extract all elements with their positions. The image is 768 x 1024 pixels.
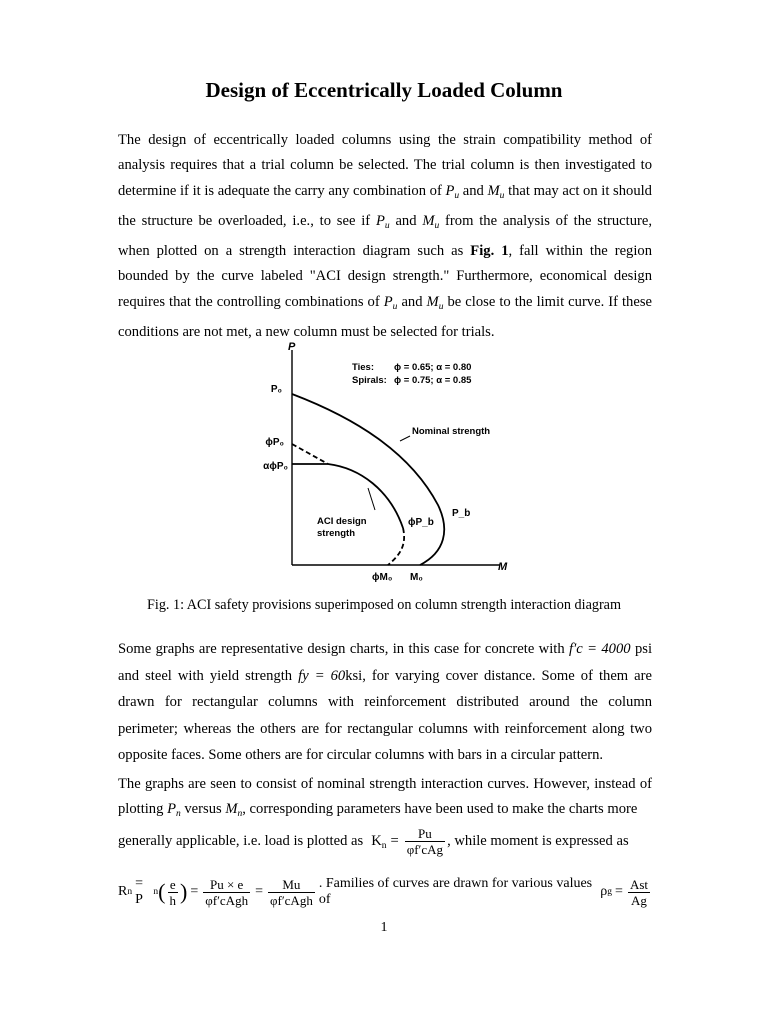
fraction-denominator: φf′cAg bbox=[406, 842, 444, 857]
subscript: u bbox=[384, 220, 390, 231]
symbol-pu: P bbox=[445, 182, 455, 199]
text-run: and bbox=[459, 182, 488, 199]
label-nominal-strength: Nominal strength bbox=[412, 426, 491, 437]
parameters-paragraph bbox=[118, 772, 652, 828]
p-axis-label: P bbox=[288, 341, 296, 353]
symbol-mu: M bbox=[422, 212, 435, 229]
equals-sign: = bbox=[190, 884, 199, 899]
fraction-denominator: h bbox=[169, 892, 176, 908]
symbol-mu: M bbox=[426, 293, 439, 310]
figure-caption: Fig. 1: ACI safety provisions superimposed on column strength interaction diagram bbox=[146, 597, 622, 613]
label-aci-line2: strength bbox=[317, 528, 355, 539]
subscript: u bbox=[434, 220, 440, 231]
ties-values: ϕ = 0.65; α = 0.80 bbox=[394, 362, 472, 373]
figure-reference: Fig. 1 bbox=[470, 243, 509, 260]
interaction-diagram bbox=[260, 340, 510, 585]
rn-formula-line bbox=[118, 876, 652, 908]
label-m0: M₀ bbox=[410, 572, 423, 583]
kn-symbol bbox=[371, 833, 386, 851]
fraction-denominator: φf′cAgh bbox=[269, 892, 313, 908]
spirals-values: ϕ = 0.75; α = 0.85 bbox=[394, 375, 472, 386]
aci-dashed-tail bbox=[388, 528, 404, 565]
subscript: n bbox=[175, 809, 181, 820]
text-run: The design of eccentrically loaded columns using the strain compatibility method of analysis requires that a trial column be selected. The trial column is then investigated to determine if it is adequate the carry any combination of bbox=[118, 132, 652, 199]
text-run: , corresponding parameters have been used to make the charts more bbox=[242, 801, 638, 818]
fraction-denominator: Ag bbox=[631, 892, 647, 908]
leader-aci bbox=[368, 488, 375, 510]
symbol-pu: P bbox=[375, 212, 385, 229]
subscript: n bbox=[381, 840, 387, 851]
text-run: The graphs are seen to consist of nominal strength interaction curves. However, instead of plotting bbox=[118, 776, 652, 818]
close-paren: ) bbox=[180, 879, 188, 904]
equals-sign: = bbox=[615, 884, 623, 899]
text-run: Some graphs are representative design charts, in this case for concrete with bbox=[118, 641, 570, 657]
equals-sign: = bbox=[390, 833, 399, 849]
symbol-mn: M bbox=[225, 801, 238, 818]
formula-fc: f′c = 4000 bbox=[569, 641, 631, 657]
design-charts-paragraph bbox=[118, 636, 652, 769]
subscript: u bbox=[454, 190, 460, 201]
label-phi-m0: ϕM₀ bbox=[372, 572, 393, 583]
fraction-numerator: Pu bbox=[405, 826, 445, 842]
mu-fraction bbox=[268, 877, 315, 908]
text-run: and bbox=[389, 212, 423, 229]
open-paren: ( bbox=[158, 879, 166, 904]
text-run: ksi, for varying cover distance. Some of them are drawn for rectangular columns with reinforcement distributed around the column perimeter; whereas the others are for rectangular columns with reinforcement along two opposite faces. Some others are for circular columns with bars in a circular pattern. bbox=[118, 667, 652, 763]
fraction-numerator: Mu bbox=[268, 877, 315, 893]
fraction-denominator: φf′cAgh bbox=[205, 892, 249, 908]
symbol-mu: M bbox=[487, 182, 500, 199]
label-alpha-phi-p0: αϕP₀ bbox=[263, 461, 288, 472]
subscript: u bbox=[392, 301, 398, 312]
ties-label: Ties: bbox=[352, 362, 375, 373]
rho-fraction bbox=[628, 877, 650, 908]
subscript: u bbox=[438, 301, 444, 312]
spirals-label: Spirals: bbox=[352, 375, 387, 386]
aci-dashed-cap bbox=[292, 444, 328, 464]
kn-letter: K bbox=[371, 832, 382, 849]
subscript: n bbox=[153, 887, 159, 897]
text-run: . Families of curves are drawn for various values of bbox=[318, 876, 593, 907]
leader-nominal bbox=[400, 436, 410, 441]
kn-formula-line bbox=[118, 826, 652, 857]
text-run: , fall within the region bounded by the curve labeled "ACI design strength." Furthermore, economical design requires that the controlling combinations of bbox=[118, 243, 652, 310]
pu-e-fraction bbox=[203, 877, 250, 908]
text-run: from the analysis of the structure, when plotted on a strength interaction diagram such as bbox=[118, 212, 652, 260]
subscript: g bbox=[607, 887, 613, 897]
fraction-numerator: e bbox=[168, 877, 179, 893]
formula-fy: fy = 60 bbox=[298, 667, 346, 684]
text-run: psi and steel with yield strength bbox=[118, 641, 653, 684]
equals-pn: = P bbox=[135, 876, 143, 907]
kn-fraction bbox=[405, 826, 445, 857]
page-title: Design of Eccentrically Loaded Column bbox=[205, 78, 563, 102]
symbol-pu: P bbox=[383, 293, 393, 310]
page-number: 1 bbox=[380, 920, 388, 935]
equals-sign: = bbox=[255, 884, 263, 899]
intro-paragraph bbox=[118, 128, 652, 345]
subscript: n bbox=[127, 887, 133, 897]
m-axis-label: M bbox=[498, 561, 508, 573]
subscript: n bbox=[237, 809, 243, 820]
text-run: generally applicable, i.e. load is plotted as bbox=[118, 833, 364, 849]
label-aci-line1: ACI design bbox=[317, 516, 367, 527]
label-p0: P₀ bbox=[270, 384, 282, 395]
fraction-numerator: Ast bbox=[629, 876, 648, 892]
subscript: u bbox=[499, 190, 505, 201]
text-run: , while moment is expressed as bbox=[447, 833, 629, 849]
symbol-pn: P bbox=[167, 801, 176, 818]
label-pb: P_b bbox=[452, 508, 471, 519]
text-run: that may act on it should the structure be overloaded, i.e., to see if bbox=[118, 182, 652, 229]
text-run: be close to the limit curve. If these conditions are not met, a new column must be selected for trials. bbox=[118, 293, 652, 341]
text-run: versus bbox=[180, 801, 226, 818]
label-phi-p0: ϕP₀ bbox=[265, 437, 284, 448]
text-run: and bbox=[397, 293, 427, 310]
fraction-numerator: Pu × e bbox=[203, 877, 250, 893]
rn-letter: R bbox=[118, 884, 128, 899]
rho-symbol: ρ bbox=[600, 884, 608, 899]
e-over-h bbox=[168, 877, 179, 908]
label-phi-pb: ϕP_b bbox=[408, 517, 434, 528]
